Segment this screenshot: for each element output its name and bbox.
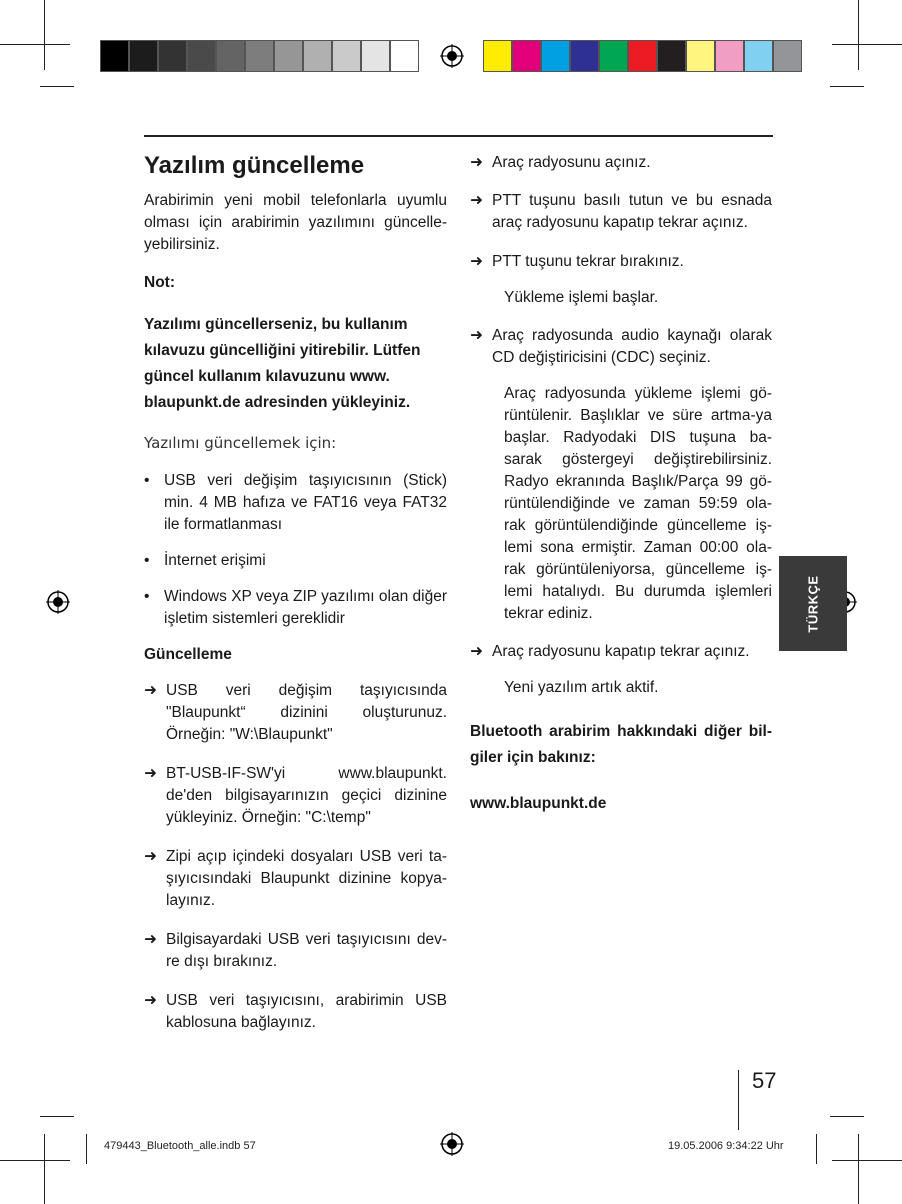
color-swatch bbox=[483, 40, 512, 72]
list-item: ➜ Bilgisayardaki USB veri taşıyıcısını dev-re dışı bırakınız. bbox=[144, 929, 447, 973]
website-link[interactable]: www.blaupunkt.de bbox=[470, 795, 607, 812]
list-item: • Windows XP veya ZIP yazılımı olan diğer işletim sistemleri gereklidir bbox=[144, 586, 447, 630]
list-item: • İnternet erişimi bbox=[144, 550, 447, 572]
gray-swatch bbox=[100, 40, 129, 72]
arrow-right-icon: ➜ bbox=[470, 643, 483, 660]
registration-mark-icon bbox=[440, 44, 464, 68]
arrow-right-icon: ➜ bbox=[470, 154, 483, 171]
arrow-right-icon: ➜ bbox=[144, 931, 157, 948]
list-item: • USB veri değişim taşıyıcısının (Stick) min. 4 MB hafıza ve FAT16 veya FAT32 ile formatlanması bbox=[144, 470, 447, 536]
language-tab bbox=[779, 556, 847, 651]
requirements-heading: Yazılımı güncellemek için: bbox=[144, 434, 337, 452]
language-tab-label: TÜRKÇE bbox=[805, 574, 821, 633]
gray-swatch bbox=[390, 40, 419, 72]
section-heading: Güncelleme bbox=[144, 646, 232, 663]
list-item: ➜ BT-USB-IF-SW'yi www.blaupunkt. de'den bilgisayarınızın geçici dizinine yükleyiniz. Örneğin: "C:\temp" bbox=[144, 763, 447, 829]
note-label: Not: bbox=[144, 274, 175, 291]
color-swatch bbox=[657, 40, 686, 72]
note-text: Yazılımı güncellerseniz, bu kullanım kılavuzu güncelliğini yitirebilir. Lütfen güncel kullanım kılavuzunu www. blaupunkt.de adresinden yükleyiniz. bbox=[144, 316, 421, 411]
list-item: ➜ USB veri taşıyıcısını, arabirimin USB kablosuna bağlayınız. bbox=[144, 990, 447, 1034]
gray-swatch bbox=[274, 40, 303, 72]
info-text: Yükleme işlemi başlar. bbox=[504, 289, 659, 306]
bullet-icon: • bbox=[144, 552, 150, 569]
page-title: Yazılım güncelleme bbox=[144, 152, 365, 179]
info-text: Yeni yazılım artık aktif. bbox=[504, 679, 659, 696]
arrow-right-icon: ➜ bbox=[144, 765, 157, 782]
top-rule bbox=[144, 135, 773, 137]
color-swatch bbox=[715, 40, 744, 72]
color-swatch bbox=[570, 40, 599, 72]
footer-timestamp: 19.05.2006 9:34:22 Uhr bbox=[668, 1140, 784, 1152]
gray-swatch bbox=[216, 40, 245, 72]
arrow-right-icon: ➜ bbox=[144, 848, 157, 865]
gray-swatch bbox=[158, 40, 187, 72]
gray-swatch bbox=[332, 40, 361, 72]
intro-paragraph: Arabirimin yeni mobil telefonlarla uyumlu olması için arabirimin yazılımını güncelle-yebilirsiniz. bbox=[144, 192, 447, 253]
bullet-icon: • bbox=[144, 472, 150, 489]
left-column bbox=[144, 152, 447, 1051]
arrow-right-icon: ➜ bbox=[470, 192, 483, 209]
arrow-right-icon: ➜ bbox=[144, 682, 157, 699]
page-number: 57 bbox=[752, 1068, 777, 1093]
color-swatch bbox=[541, 40, 570, 72]
right-column bbox=[470, 152, 772, 831]
list-item: ➜ Araç radyosunu açınız. bbox=[470, 152, 772, 174]
color-swatch bbox=[628, 40, 657, 72]
list-item: ➜ Araç radyosunu kapatıp tekrar açınız. bbox=[470, 641, 772, 663]
gray-swatch bbox=[245, 40, 274, 72]
more-info-text: Bluetooth arabirim hakkındaki diğer bil-giler için bakınız: bbox=[470, 723, 772, 766]
gray-swatch bbox=[129, 40, 158, 72]
arrow-right-icon: ➜ bbox=[144, 992, 157, 1009]
list-item: ➜ Araç radyosunda audio kaynağı olarak CD değiştiricisini (CDC) seçiniz. bbox=[470, 325, 772, 369]
bullet-icon: • bbox=[144, 588, 150, 605]
list-item: ➜ Zipi açıp içindeki dosyaları USB veri ta-şıyıcısındaki Blaupunkt dizinine kopya-layınız. bbox=[144, 846, 447, 912]
info-text: Araç radyosunda yükleme işlemi gö-rüntülenir. Başlıklar ve süre artma-ya başlar. Radyodaki DIS tuşuna ba-sarak göstergeyi değiştirebilirsiniz. Radyo ekranında Başlık/Parça 99 gö-rüntülendiğinde ve zaman 59:59 ola-rak görüntülendiğinde güncelleme iş-lemi sona ermiştir. Zaman 00:00 ola-rak görüntüleniyorsa, güncelleme iş-lemi hatalıydı. Bu durumda işlemleri tekrar ediniz. bbox=[504, 385, 772, 622]
color-swatch bbox=[512, 40, 541, 72]
arrow-right-icon: ➜ bbox=[470, 253, 483, 270]
footer-filename: 479443_Bluetooth_alle.indb 57 bbox=[104, 1140, 256, 1152]
color-swatch bbox=[744, 40, 773, 72]
list-item: ➜ PTT tuşunu basılı tutun ve bu esnada araç radyosunu kapatıp tekrar açınız. bbox=[470, 190, 772, 234]
page-number-divider bbox=[738, 1070, 739, 1130]
color-swatch bbox=[599, 40, 628, 72]
gray-swatch bbox=[303, 40, 332, 72]
registration-mark-icon bbox=[440, 1132, 464, 1156]
registration-mark-icon bbox=[46, 590, 70, 614]
color-swatch bbox=[773, 40, 802, 72]
list-item: ➜ PTT tuşunu tekrar bırakınız. bbox=[470, 251, 772, 273]
gray-swatch bbox=[187, 40, 216, 72]
list-item: ➜ USB veri değişim taşıyıcısında "Blaupunkt“ dizinini oluşturunuz. Örneğin: "W:\Blaupunkt" bbox=[144, 680, 447, 746]
gray-swatch bbox=[361, 40, 390, 72]
color-swatch bbox=[686, 40, 715, 72]
arrow-right-icon: ➜ bbox=[470, 327, 483, 344]
